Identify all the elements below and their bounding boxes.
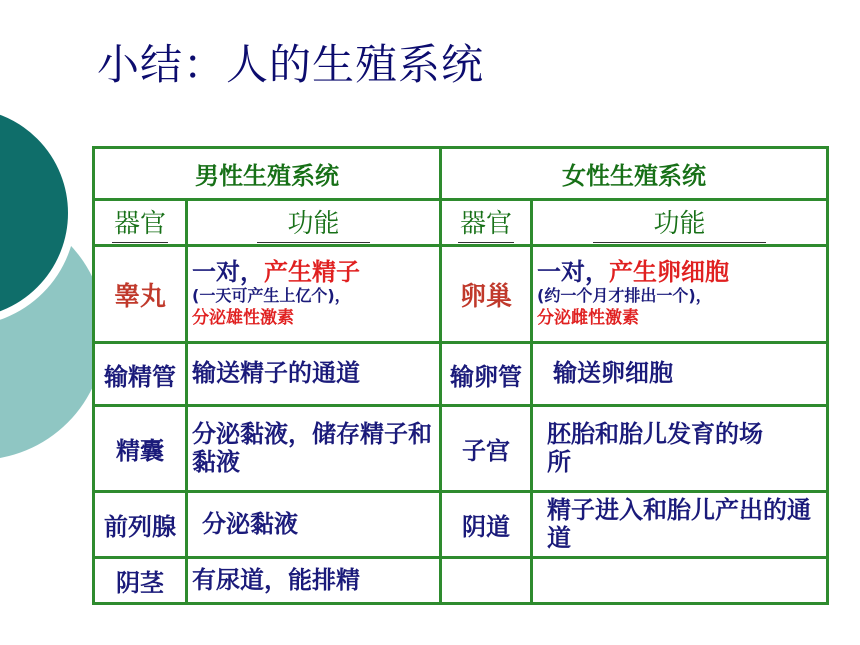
organ-ovary: 卵巢	[441, 246, 532, 343]
female-system-header: 女性生殖系统	[441, 148, 828, 200]
organ-penis: 阴茎	[94, 558, 187, 604]
organ-seminal-vesicle: 精囊	[94, 406, 187, 492]
female-function-label: 功能	[532, 200, 828, 246]
empty-cell	[532, 558, 828, 604]
table-row	[94, 343, 828, 406]
function-testis: 一对，产生精子 (一天可产生上亿个)， 分泌雄性激素	[187, 246, 441, 343]
function-ovary: 一对，产生卵细胞 (约一个月才排出一个)， 分泌雌性激素	[532, 246, 828, 343]
function-oviduct: 输送卵细胞	[532, 343, 828, 406]
male-organ-label: 器官	[94, 200, 187, 246]
function-uterus: 胚胎和胎儿发育的场所	[532, 406, 828, 492]
empty-cell	[441, 558, 532, 604]
table-header-row	[94, 148, 828, 200]
organ-testis: 睾丸	[94, 246, 187, 343]
organ-vas-deferens: 输精管	[94, 343, 187, 406]
organ-prostate: 前列腺	[94, 492, 187, 558]
male-function-label: 功能	[187, 200, 441, 246]
table-row	[94, 558, 828, 604]
organ-oviduct: 输卵管	[441, 343, 532, 406]
male-system-header: 男性生殖系统	[94, 148, 441, 200]
function-vas-deferens: 输送精子的通道	[187, 343, 441, 406]
female-organ-label: 器官	[441, 200, 532, 246]
function-prostate: 分泌黏液	[187, 492, 441, 558]
organ-uterus: 子宫	[441, 406, 532, 492]
table-row	[94, 406, 828, 492]
function-seminal-vesicle: 分泌黏液，储存精子和黏液	[187, 406, 441, 492]
table-row	[94, 246, 828, 343]
table-subheader-row	[94, 200, 828, 246]
function-penis: 有尿道，能排精	[187, 558, 441, 604]
slide-title: 小结：人的生殖系统	[97, 40, 485, 89]
organ-vagina: 阴道	[441, 492, 532, 558]
reproductive-system-table	[92, 146, 829, 605]
function-vagina: 精子进入和胎儿产出的通道	[532, 492, 828, 558]
table-row	[94, 492, 828, 558]
